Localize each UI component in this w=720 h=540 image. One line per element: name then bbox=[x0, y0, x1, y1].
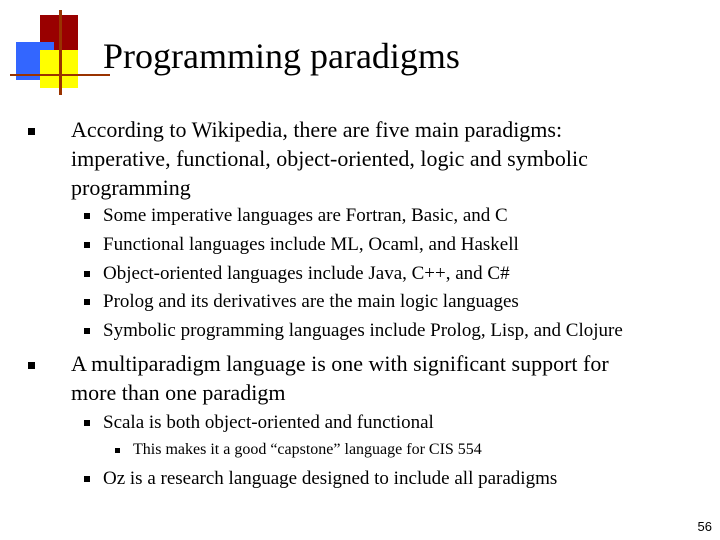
slide-logo bbox=[0, 0, 110, 100]
bullet-1-line-1: According to Wikipedia, there are five main paradigms: bbox=[71, 117, 563, 142]
sub-bullet-marker bbox=[84, 299, 90, 305]
page-number: 56 bbox=[697, 519, 712, 534]
sub-item: Functional languages include ML, Ocaml, and Haskell bbox=[103, 234, 519, 255]
sub-item: Object-oriented languages include Java, C++, and C# bbox=[103, 263, 510, 284]
sub-bullet-marker bbox=[84, 242, 90, 248]
sub-item: Symbolic programming languages include Prolog, Lisp, and Clojure bbox=[103, 320, 623, 341]
bullet-marker bbox=[28, 362, 35, 369]
sub-item: Prolog and its derivatives are the main logic languages bbox=[103, 291, 519, 312]
sub-bullet-marker bbox=[84, 328, 90, 334]
bullet-2-line-1: A multiparadigm language is one with significant support for bbox=[71, 351, 609, 376]
slide-title: Programming paradigms bbox=[103, 36, 460, 76]
sub-bullet-marker bbox=[84, 213, 90, 219]
sub-sub-bullet-marker bbox=[115, 448, 120, 453]
logo-vertical-line bbox=[59, 10, 62, 95]
sub-sub-item: This makes it a good “capstone” language for CIS 554 bbox=[133, 441, 482, 458]
bullet-marker bbox=[28, 128, 35, 135]
sub-item: Some imperative languages are Fortran, Basic, and C bbox=[103, 205, 508, 226]
bullet-1-line-3: programming bbox=[71, 175, 191, 200]
sub-bullet-marker bbox=[84, 476, 90, 482]
sub-item: Scala is both object-oriented and functional bbox=[103, 412, 434, 433]
bullet-2-line-2: more than one paradigm bbox=[71, 380, 286, 405]
sub-bullet-marker bbox=[84, 271, 90, 277]
sub-bullet-marker bbox=[84, 420, 90, 426]
bullet-1-line-2: imperative, functional, object-oriented, logic and symbolic bbox=[71, 146, 588, 171]
logo-horizontal-line bbox=[10, 74, 110, 76]
sub-item: Oz is a research language designed to include all paradigms bbox=[103, 468, 558, 489]
